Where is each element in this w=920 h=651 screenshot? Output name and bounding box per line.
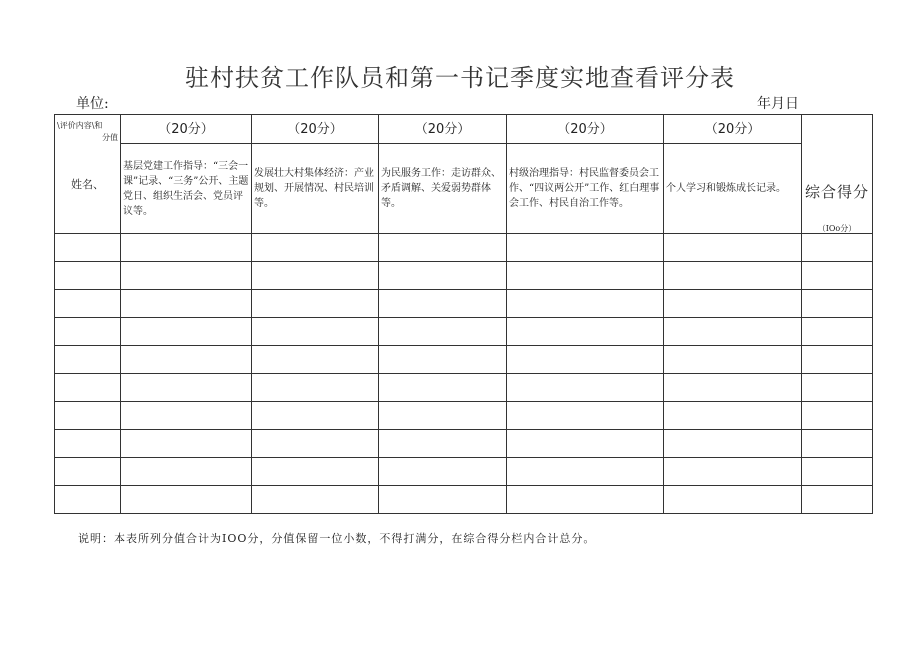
criterion-party-building: 基层党建工作指导：“三会一课”记录、“三务”公开、主题党日、组织生活会、党员评议等。 [121, 144, 252, 234]
score-cell[interactable] [379, 290, 507, 318]
table-row [55, 430, 873, 458]
score-cell[interactable] [121, 430, 252, 458]
score-cell[interactable] [379, 486, 507, 514]
total-score-cell[interactable] [802, 234, 873, 262]
total-score-cell[interactable] [802, 402, 873, 430]
score-cell[interactable] [252, 262, 379, 290]
name-cell[interactable] [55, 402, 121, 430]
footer-note: 说明：本表所列分值合计为IOO分，分值保留一位小数，不得打满分，在综合得分栏内合计总分。 [78, 532, 596, 545]
score-header-5: （20分） [664, 115, 802, 144]
score-cell[interactable] [121, 402, 252, 430]
score-header-1: （20分） [121, 115, 252, 144]
name-cell[interactable] [55, 262, 121, 290]
score-cell[interactable] [507, 290, 664, 318]
corner-content-label: \评价内容\和 [57, 121, 103, 130]
score-cell[interactable] [507, 346, 664, 374]
score-cell[interactable] [121, 374, 252, 402]
total-score-max: （IOo分） [817, 224, 857, 233]
score-cell[interactable] [664, 262, 802, 290]
total-score-cell[interactable] [802, 458, 873, 486]
criterion-personal-growth: 个人学习和锻炼成长记录。 [664, 144, 802, 234]
score-cell[interactable] [664, 458, 802, 486]
score-cell[interactable] [507, 402, 664, 430]
total-header-cell [802, 115, 873, 234]
table-row [55, 290, 873, 318]
score-cell[interactable] [379, 374, 507, 402]
score-cell[interactable] [379, 402, 507, 430]
score-header-2: （20分） [252, 115, 379, 144]
criterion-village-governance: 村级治理指导：村民监督委员会工作、“四议两公开”工作、红白理事会工作、村民自治工作等。 [507, 144, 664, 234]
score-cell[interactable] [121, 346, 252, 374]
total-score-cell[interactable] [802, 430, 873, 458]
table-row [55, 402, 873, 430]
score-cell[interactable] [379, 318, 507, 346]
name-cell[interactable] [55, 318, 121, 346]
score-cell[interactable] [252, 430, 379, 458]
table-row [55, 318, 873, 346]
score-cell[interactable] [379, 234, 507, 262]
table-row [55, 234, 873, 262]
score-cell[interactable] [507, 430, 664, 458]
total-score-label: 综合得分 [804, 183, 869, 201]
name-cell[interactable] [55, 486, 121, 514]
score-cell[interactable] [507, 234, 664, 262]
score-cell[interactable] [252, 318, 379, 346]
score-cell[interactable] [379, 262, 507, 290]
table-row [55, 486, 873, 514]
name-cell[interactable] [55, 374, 121, 402]
total-score-cell[interactable] [802, 374, 873, 402]
date-label: 年月日 [757, 96, 799, 112]
score-cell[interactable] [664, 234, 802, 262]
table-row [55, 262, 873, 290]
total-score-cell[interactable] [802, 262, 873, 290]
total-score-cell[interactable] [802, 290, 873, 318]
score-cell[interactable] [379, 458, 507, 486]
table-row [55, 374, 873, 402]
score-cell[interactable] [664, 402, 802, 430]
criterion-collective-economy: 发展壮大村集体经济：产业规划、开展情况、村民培训等。 [252, 144, 379, 234]
name-cell[interactable] [55, 458, 121, 486]
page-title: 驻村扶贫工作队员和第一书记季度实地查看评分表 [185, 64, 735, 92]
score-cell[interactable] [379, 346, 507, 374]
score-cell[interactable] [121, 318, 252, 346]
score-cell[interactable] [664, 486, 802, 514]
score-cell[interactable] [379, 430, 507, 458]
name-cell[interactable] [55, 234, 121, 262]
score-cell[interactable] [252, 374, 379, 402]
corner-name-label: 姓名、 [71, 178, 104, 191]
score-cell[interactable] [507, 262, 664, 290]
score-cell[interactable] [252, 486, 379, 514]
score-table [54, 114, 873, 514]
total-score-cell[interactable] [802, 318, 873, 346]
score-header-4: （20分） [507, 115, 664, 144]
score-cell[interactable] [121, 234, 252, 262]
unit-label: 单位: [76, 96, 109, 112]
score-cell[interactable] [664, 346, 802, 374]
score-cell[interactable] [121, 458, 252, 486]
score-cell[interactable] [252, 402, 379, 430]
score-cell[interactable] [507, 458, 664, 486]
corner-cell [55, 115, 121, 234]
score-cell[interactable] [507, 318, 664, 346]
score-cell[interactable] [664, 318, 802, 346]
score-cell[interactable] [252, 234, 379, 262]
score-cell[interactable] [664, 374, 802, 402]
score-cell[interactable] [252, 346, 379, 374]
score-cell[interactable] [121, 290, 252, 318]
score-cell[interactable] [121, 262, 252, 290]
total-score-cell[interactable] [802, 346, 873, 374]
table-row [55, 458, 873, 486]
header-row-scores [55, 115, 873, 144]
score-cell[interactable] [252, 290, 379, 318]
table-row [55, 346, 873, 374]
corner-score-label: 分值 [102, 133, 118, 142]
total-score-cell[interactable] [802, 486, 873, 514]
score-cell[interactable] [664, 430, 802, 458]
name-cell[interactable] [55, 346, 121, 374]
score-cell[interactable] [507, 486, 664, 514]
score-cell[interactable] [664, 290, 802, 318]
score-header-3: （20分） [379, 115, 507, 144]
name-cell[interactable] [55, 290, 121, 318]
criterion-public-service: 为民服务工作：走访群众、矛盾调解、关爱弱势群体等。 [379, 144, 507, 234]
name-cell[interactable] [55, 430, 121, 458]
score-cell[interactable] [121, 486, 252, 514]
score-cell[interactable] [507, 374, 664, 402]
header-row-descriptions [55, 144, 873, 234]
score-cell[interactable] [252, 458, 379, 486]
